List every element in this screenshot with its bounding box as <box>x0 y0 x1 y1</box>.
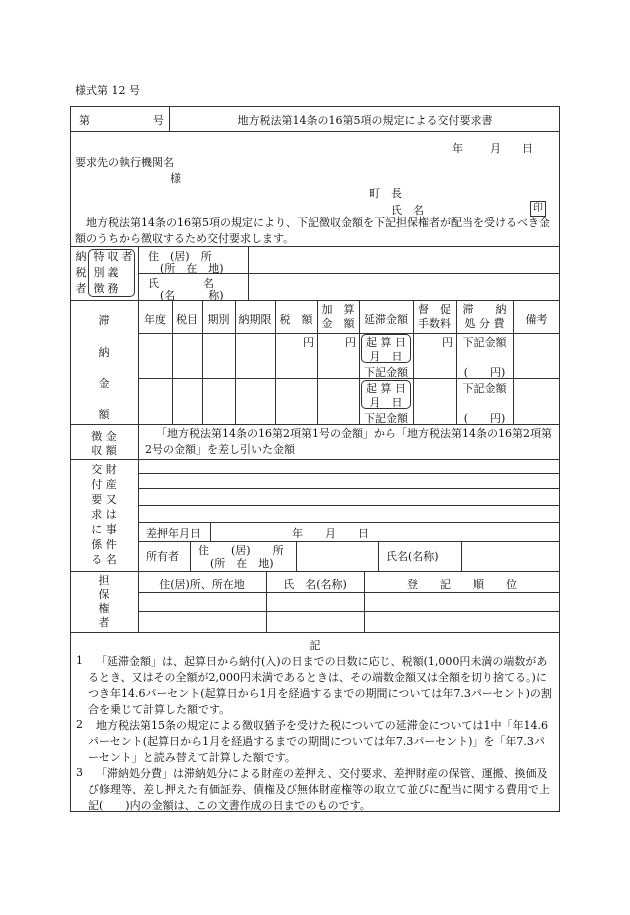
date-year: 年 <box>452 142 463 155</box>
note-1-text: 「延滞金額」は、起算日から納付(入)の日までの日数に応じ、税額(1,000円未満の端数があるとき、又はその全額が2,000円未満であるときは、その端数金額又は全額を切り捨てる。)につき年14.6パーセント(起算日から1月を経過するまでの期間については年7.3パーセント)の割合を乗じて計算した額です。 <box>88 655 552 716</box>
document-title: 地方税法第14条の16第5項の規定による交付要求書 <box>237 114 493 127</box>
owner-address-sub: (所 在 地) <box>210 557 274 570</box>
arrears-side-3: 金 <box>98 377 110 390</box>
property-label-5: に 事 <box>91 523 117 536</box>
doc-number-suffix: 号 <box>153 114 164 127</box>
security-label-1: 担 <box>98 574 110 587</box>
owner-address-label: 住 (居) 所 <box>198 544 284 557</box>
taxpayer-name-label: 氏 名 <box>148 277 214 290</box>
property-label-7: る 名 <box>91 553 117 566</box>
collection-amount-text: 「地方税法第14条の16第2項第1号の金額」から「地方税法第14条の16第2項第2号の金額」を差し引いた金額 <box>145 427 552 456</box>
arrears-side-1: 滞 <box>98 314 110 327</box>
taxpayer-address-label: 住 (居) 所 <box>148 250 212 263</box>
row1-additional-yen: 円 <box>345 336 356 349</box>
security-label-3: 権 <box>98 602 110 615</box>
seal-mark: 印 <box>530 201 546 217</box>
row2-cost-below: 下記金額 <box>462 382 507 395</box>
row1-fee-yen: 円 <box>442 336 453 349</box>
security-col-name: 氏 名(名称) <box>283 578 347 591</box>
col-disposition-cost: 滞 納 処 分 費 <box>462 303 507 330</box>
recipient-honorific: 様 <box>170 172 181 185</box>
property-label-1: 交 財 <box>91 463 117 476</box>
recipient-label: 要求先の執行機関名 <box>75 156 174 169</box>
special-collector-label-a: 特 別 徴 <box>93 250 105 295</box>
note-1-number: 1 <box>76 654 83 667</box>
date-day: 日 <box>522 142 533 155</box>
col-delinquency-amount: 延滞金額 <box>364 313 408 326</box>
security-col-address: 住(居)所、所在地 <box>159 578 245 591</box>
col-tax-item: 税目 <box>176 313 198 326</box>
col-due-date: 納期限 <box>238 313 272 326</box>
note-3-number: 3 <box>76 766 83 779</box>
row1-month-day: 月 日 <box>369 350 403 363</box>
intro-text: 地方税法第14条の16第5項の規定により、下記徴収金額を下記担保権者が配当を受けるべき金額のうちから徴収するため交付要求します。 <box>75 216 550 245</box>
row1-below-amount: 下記金額 <box>364 366 408 379</box>
row2-cost-paren: ( 円) <box>463 412 506 425</box>
security-label-4: 者 <box>98 616 110 629</box>
collection-label-b: 収 額 <box>91 444 117 457</box>
special-collector-label-c: 者 <box>121 250 133 263</box>
row1-cost-paren: ( 円) <box>463 366 506 379</box>
row1-tax-yen: 円 <box>303 336 314 349</box>
sender-town-head: 町 長 <box>369 187 402 200</box>
arrears-side-2: 納 <box>98 346 110 359</box>
doc-number-prefix: 第 <box>79 114 90 127</box>
form-number: 様式第 12 号 <box>75 84 140 97</box>
special-collector-label-b: 収 義 務 <box>107 250 119 295</box>
owner-label: 所有者 <box>146 550 179 563</box>
notes-title: 記 <box>309 639 321 652</box>
property-label-4: 求 は <box>91 508 117 521</box>
row2-below-amount: 下記金額 <box>364 412 408 425</box>
security-col-rank: 登 記 順 位 <box>407 578 517 591</box>
col-reminder-fee: 督 促 手数料 <box>418 303 451 330</box>
sender-name-label: 氏 名 <box>391 204 424 217</box>
col-remarks: 備考 <box>525 313 548 326</box>
col-fiscal-year: 年度 <box>144 313 166 326</box>
note-2-number: 2 <box>76 718 83 731</box>
owner-name-label: 氏名(名称) <box>386 550 439 563</box>
row1-start-date: 起 算 日 <box>366 336 406 349</box>
taxpayer-name-sub: (名 称) <box>160 289 224 302</box>
row1-cost-below: 下記金額 <box>462 336 507 349</box>
property-label-2: 付 産 <box>91 478 117 491</box>
seizure-date-label: 差押年月日 <box>146 527 201 540</box>
property-label-6: 係 件 <box>91 538 117 551</box>
seizure-date-ymd: 年 月 日 <box>292 527 369 540</box>
note-2-text: 地方税法第15条の規定による徴収猶予を受けた税についての延滞金については1中「年14.6パーセント(起算日から1月を経過するまでの期間については年7.3パーセント)」を「年7.3パーセント」と読み替えて計算した額です。 <box>88 719 549 764</box>
security-label-2: 保 <box>98 588 110 601</box>
property-label-3: 要 又 <box>91 493 117 506</box>
row2-start-date: 起 算 日 <box>366 382 406 395</box>
taxpayer-address-sub: (所 在 地) <box>160 262 224 275</box>
arrears-side-4: 額 <box>98 408 110 421</box>
date-month: 月 <box>490 142 501 155</box>
col-additional-amount: 加 算 金 額 <box>321 303 355 330</box>
collection-label-a: 徴 金 <box>91 430 117 443</box>
row2-month-day: 月 日 <box>369 396 403 409</box>
col-period: 期別 <box>207 313 230 326</box>
col-tax-amount: 税 額 <box>279 313 313 326</box>
taxpayer-label: 納 税 者 <box>75 250 87 295</box>
note-3-text: 「滞納処分費」は滞納処分による財産の差押え、交付要求、差押財産の保管、運搬、換価及び修理等、差し押えた有価証券、債権及び無体財産権等の取立て並びに配当に関する費用で上記( )内の金額は、この文書作成の日までのものです。 <box>88 767 550 812</box>
